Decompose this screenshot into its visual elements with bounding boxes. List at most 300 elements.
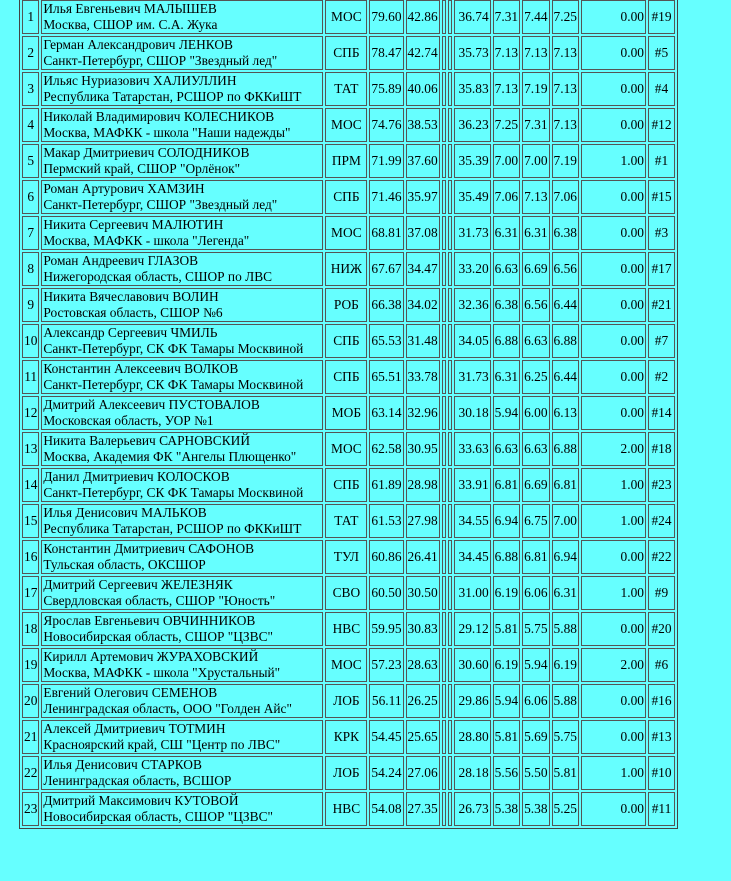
table-row [22, 648, 675, 682]
component-score-cell: 31.00 [454, 576, 491, 610]
table-row [22, 360, 675, 394]
skater-club: Ленинградская область, ВСШОР [43, 773, 232, 788]
skater-club: Санкт-Петербург, СК ФК Тамары Москвиной [43, 341, 304, 356]
start-number-cell: #18 [648, 432, 675, 466]
rank-cell: 10 [22, 324, 39, 358]
deductions-cell: 0.00 [581, 180, 646, 214]
start-number-cell: #13 [648, 720, 675, 754]
gap-cell [442, 324, 446, 358]
element-score-cell: 26.25 [406, 684, 440, 718]
skater-club: Москва, МАФКК - школа "Наши надежды" [43, 125, 291, 140]
rank-cell: 11 [22, 360, 39, 394]
skater-club: Республика Татарстан, РСШОР по ФККиШТ [43, 521, 302, 536]
skater-name: Александр Сергеевич ЧМИЛЬ [43, 325, 218, 340]
component-1-cell: 6.94 [493, 504, 520, 538]
deductions-cell: 0.00 [581, 612, 646, 646]
component-3-cell: 6.88 [552, 324, 579, 358]
skater-cell [41, 216, 323, 250]
component-1-cell: 7.31 [493, 0, 520, 34]
component-2-cell: 6.69 [522, 468, 549, 502]
gap-cell [448, 72, 452, 106]
total-score-cell: 60.86 [369, 540, 403, 574]
skater-name: Данил Дмитриевич КОЛОСКОВ [43, 469, 230, 484]
component-3-cell: 5.81 [552, 756, 579, 790]
component-3-cell: 6.44 [552, 360, 579, 394]
gap-cell [448, 36, 452, 70]
skater-cell [41, 252, 323, 286]
rank-cell: 13 [22, 432, 39, 466]
skater-cell [41, 540, 323, 574]
gap-cell [442, 72, 446, 106]
component-3-cell: 7.25 [552, 0, 579, 34]
skater-cell [41, 144, 323, 178]
component-2-cell: 7.44 [522, 0, 549, 34]
component-1-cell: 7.25 [493, 108, 520, 142]
component-1-cell: 6.38 [493, 288, 520, 322]
gap-cell [442, 540, 446, 574]
element-score-cell: 37.08 [406, 216, 440, 250]
gap-cell [448, 756, 452, 790]
rank-cell: 23 [22, 792, 39, 826]
component-1-cell: 5.56 [493, 756, 520, 790]
component-2-cell: 7.13 [522, 36, 549, 70]
skater-cell [41, 576, 323, 610]
component-1-cell: 6.63 [493, 252, 520, 286]
total-score-cell: 62.58 [369, 432, 403, 466]
gap-cell [448, 540, 452, 574]
gap-cell [448, 324, 452, 358]
gap-cell [448, 432, 452, 466]
component-score-cell: 31.73 [454, 216, 491, 250]
results-table-body [22, 0, 675, 826]
region-cell: НВС [325, 792, 367, 826]
region-cell: ПРМ [325, 144, 367, 178]
rank-cell: 12 [22, 396, 39, 430]
component-score-cell: 28.80 [454, 720, 491, 754]
component-score-cell: 29.12 [454, 612, 491, 646]
total-score-cell: 66.38 [369, 288, 403, 322]
component-1-cell: 5.81 [493, 720, 520, 754]
skater-cell [41, 396, 323, 430]
skater-name: Николай Владимирович КОЛЕСНИКОВ [43, 109, 275, 124]
deductions-cell: 0.00 [581, 792, 646, 826]
table-row [22, 432, 675, 466]
component-3-cell: 5.25 [552, 792, 579, 826]
rank-cell: 4 [22, 108, 39, 142]
region-cell: ТАТ [325, 72, 367, 106]
gap-cell [442, 288, 446, 322]
total-score-cell: 61.89 [369, 468, 403, 502]
deductions-cell: 1.00 [581, 756, 646, 790]
gap-cell [448, 252, 452, 286]
skater-name: Ильяс Нуриазович ХАЛИУЛЛИН [43, 73, 237, 88]
skater-club: Красноярский край, СШ "Центр по ЛВС" [43, 737, 281, 752]
gap-cell [448, 792, 452, 826]
skater-cell [41, 72, 323, 106]
skater-cell [41, 684, 323, 718]
region-cell: ЛОБ [325, 756, 367, 790]
gap-cell [448, 288, 452, 322]
start-number-cell: #4 [648, 72, 675, 106]
total-score-cell: 60.50 [369, 576, 403, 610]
component-3-cell: 5.88 [552, 684, 579, 718]
region-cell: МОС [325, 648, 367, 682]
element-score-cell: 28.98 [406, 468, 440, 502]
component-1-cell: 6.19 [493, 648, 520, 682]
skater-cell [41, 432, 323, 466]
element-score-cell: 31.48 [406, 324, 440, 358]
component-2-cell: 5.69 [522, 720, 549, 754]
skater-cell [41, 612, 323, 646]
deductions-cell: 0.00 [581, 252, 646, 286]
start-number-cell: #16 [648, 684, 675, 718]
component-1-cell: 6.19 [493, 576, 520, 610]
table-row [22, 396, 675, 430]
skater-name: Дмитрий Сергеевич ЖЕЛЕЗНЯК [43, 577, 233, 592]
total-score-cell: 54.08 [369, 792, 403, 826]
element-score-cell: 32.96 [406, 396, 440, 430]
component-score-cell: 33.20 [454, 252, 491, 286]
table-row [22, 144, 675, 178]
component-score-cell: 35.39 [454, 144, 491, 178]
element-score-cell: 30.95 [406, 432, 440, 466]
deductions-cell: 0.00 [581, 324, 646, 358]
skater-cell [41, 324, 323, 358]
skater-cell [41, 108, 323, 142]
skater-cell [41, 648, 323, 682]
deductions-cell: 0.00 [581, 72, 646, 106]
component-score-cell: 32.36 [454, 288, 491, 322]
component-score-cell: 34.55 [454, 504, 491, 538]
start-number-cell: #3 [648, 216, 675, 250]
component-1-cell: 5.94 [493, 684, 520, 718]
region-cell: НВС [325, 612, 367, 646]
start-number-cell: #6 [648, 648, 675, 682]
skater-cell [41, 0, 323, 34]
element-score-cell: 30.50 [406, 576, 440, 610]
results-table [19, 0, 678, 829]
total-score-cell: 54.45 [369, 720, 403, 754]
component-3-cell: 5.75 [552, 720, 579, 754]
table-row [22, 0, 675, 34]
gap-cell [442, 504, 446, 538]
total-score-cell: 59.95 [369, 612, 403, 646]
element-score-cell: 42.74 [406, 36, 440, 70]
deductions-cell: 0.00 [581, 0, 646, 34]
element-score-cell: 27.35 [406, 792, 440, 826]
start-number-cell: #5 [648, 36, 675, 70]
component-score-cell: 35.73 [454, 36, 491, 70]
skater-club: Москва, МАФКК - школа "Легенда" [43, 233, 250, 248]
rank-cell: 1 [22, 0, 39, 34]
gap-cell [442, 684, 446, 718]
skater-cell [41, 180, 323, 214]
gap-cell [442, 576, 446, 610]
skater-name: Макар Дмитриевич СОЛОДНИКОВ [43, 145, 250, 160]
skater-club: Свердловская область, СШОР "Юность" [43, 593, 276, 608]
deductions-cell: 0.00 [581, 36, 646, 70]
table-row [22, 576, 675, 610]
start-number-cell: #11 [648, 792, 675, 826]
component-2-cell: 7.00 [522, 144, 549, 178]
component-3-cell: 6.13 [552, 396, 579, 430]
element-score-cell: 33.78 [406, 360, 440, 394]
component-2-cell: 5.38 [522, 792, 549, 826]
gap-cell [448, 648, 452, 682]
region-cell: ЛОБ [325, 684, 367, 718]
table-row [22, 288, 675, 322]
rank-cell: 7 [22, 216, 39, 250]
component-2-cell: 6.25 [522, 360, 549, 394]
rank-cell: 18 [22, 612, 39, 646]
skater-name: Кирилл Артемович ЖУРАХОВСКИЙ [43, 649, 259, 664]
total-score-cell: 71.46 [369, 180, 403, 214]
component-score-cell: 26.73 [454, 792, 491, 826]
region-cell: НИЖ [325, 252, 367, 286]
region-cell: СПБ [325, 468, 367, 502]
component-3-cell: 6.81 [552, 468, 579, 502]
component-2-cell: 6.31 [522, 216, 549, 250]
deductions-cell: 0.00 [581, 108, 646, 142]
skater-club: Санкт-Петербург, СШОР "Звездный лед" [43, 197, 278, 212]
start-number-cell: #21 [648, 288, 675, 322]
start-number-cell: #20 [648, 612, 675, 646]
gap-cell [448, 0, 452, 34]
component-2-cell: 6.06 [522, 576, 549, 610]
total-score-cell: 65.53 [369, 324, 403, 358]
component-1-cell: 7.06 [493, 180, 520, 214]
component-2-cell: 6.00 [522, 396, 549, 430]
skater-club: Тульская область, ОКСШОР [43, 557, 206, 572]
component-2-cell: 6.63 [522, 432, 549, 466]
skater-club: Новосибирская область, СШОР "ЦЗВС" [43, 809, 273, 824]
deductions-cell: 0.00 [581, 684, 646, 718]
rank-cell: 15 [22, 504, 39, 538]
gap-cell [448, 720, 452, 754]
start-number-cell: #7 [648, 324, 675, 358]
skater-cell [41, 288, 323, 322]
total-score-cell: 54.24 [369, 756, 403, 790]
skater-name: Герман Александрович ЛЕНКОВ [43, 37, 233, 52]
component-3-cell: 6.94 [552, 540, 579, 574]
element-score-cell: 34.47 [406, 252, 440, 286]
deductions-cell: 2.00 [581, 648, 646, 682]
table-row [22, 792, 675, 826]
total-score-cell: 65.51 [369, 360, 403, 394]
element-score-cell: 30.83 [406, 612, 440, 646]
total-score-cell: 68.81 [369, 216, 403, 250]
component-3-cell: 7.13 [552, 108, 579, 142]
rank-cell: 20 [22, 684, 39, 718]
region-cell: СПБ [325, 324, 367, 358]
total-score-cell: 78.47 [369, 36, 403, 70]
total-score-cell: 56.11 [369, 684, 403, 718]
skater-cell [41, 756, 323, 790]
rank-cell: 2 [22, 36, 39, 70]
component-2-cell: 6.06 [522, 684, 549, 718]
rank-cell: 9 [22, 288, 39, 322]
gap-cell [442, 756, 446, 790]
element-score-cell: 34.02 [406, 288, 440, 322]
table-row [22, 36, 675, 70]
gap-cell [448, 144, 452, 178]
gap-cell [442, 468, 446, 502]
deductions-cell: 0.00 [581, 720, 646, 754]
region-cell: МОС [325, 0, 367, 34]
component-3-cell: 7.13 [552, 36, 579, 70]
region-cell: КРК [325, 720, 367, 754]
component-3-cell: 7.13 [552, 72, 579, 106]
table-row [22, 216, 675, 250]
total-score-cell: 79.60 [369, 0, 403, 34]
start-number-cell: #22 [648, 540, 675, 574]
component-3-cell: 6.38 [552, 216, 579, 250]
component-2-cell: 5.75 [522, 612, 549, 646]
component-1-cell: 7.13 [493, 72, 520, 106]
skater-name: Никита Вячеславович ВОЛИН [43, 289, 219, 304]
element-score-cell: 28.63 [406, 648, 440, 682]
component-2-cell: 6.81 [522, 540, 549, 574]
gap-cell [448, 108, 452, 142]
deductions-cell: 0.00 [581, 360, 646, 394]
element-score-cell: 26.41 [406, 540, 440, 574]
deductions-cell: 1.00 [581, 576, 646, 610]
component-score-cell: 36.23 [454, 108, 491, 142]
component-1-cell: 6.88 [493, 324, 520, 358]
skater-name: Роман Артурович ХАМЗИН [43, 181, 205, 196]
component-score-cell: 34.05 [454, 324, 491, 358]
gap-cell [442, 252, 446, 286]
component-score-cell: 31.73 [454, 360, 491, 394]
region-cell: МОБ [325, 396, 367, 430]
component-score-cell: 28.18 [454, 756, 491, 790]
region-cell: СПБ [325, 36, 367, 70]
table-row [22, 180, 675, 214]
skater-club: Санкт-Петербург, СШОР "Звездный лед" [43, 53, 278, 68]
deductions-cell: 1.00 [581, 504, 646, 538]
rank-cell: 16 [22, 540, 39, 574]
component-1-cell: 6.31 [493, 360, 520, 394]
gap-cell [442, 216, 446, 250]
skater-club: Пермский край, СШОР "Орлёнок" [43, 161, 241, 176]
gap-cell [442, 648, 446, 682]
skater-name: Никита Валерьевич САРНОВСКИЙ [43, 433, 250, 448]
gap-cell [448, 180, 452, 214]
gap-cell [448, 360, 452, 394]
region-cell: МОС [325, 108, 367, 142]
component-3-cell: 6.44 [552, 288, 579, 322]
total-score-cell: 61.53 [369, 504, 403, 538]
gap-cell [442, 720, 446, 754]
component-2-cell: 6.69 [522, 252, 549, 286]
component-1-cell: 5.38 [493, 792, 520, 826]
rank-cell: 17 [22, 576, 39, 610]
skater-cell [41, 360, 323, 394]
region-cell: ТУЛ [325, 540, 367, 574]
table-row [22, 72, 675, 106]
region-cell: СВО [325, 576, 367, 610]
gap-cell [442, 612, 446, 646]
region-cell: СПБ [325, 360, 367, 394]
component-2-cell: 5.94 [522, 648, 549, 682]
rank-cell: 6 [22, 180, 39, 214]
component-3-cell: 6.88 [552, 432, 579, 466]
region-cell: МОС [325, 216, 367, 250]
table-row [22, 684, 675, 718]
element-score-cell: 38.53 [406, 108, 440, 142]
skater-cell [41, 36, 323, 70]
component-2-cell: 5.50 [522, 756, 549, 790]
start-number-cell: #23 [648, 468, 675, 502]
element-score-cell: 27.06 [406, 756, 440, 790]
skater-club: Новосибирская область, СШОР "ЦЗВС" [43, 629, 273, 644]
deductions-cell: 2.00 [581, 432, 646, 466]
start-number-cell: #12 [648, 108, 675, 142]
start-number-cell: #9 [648, 576, 675, 610]
total-score-cell: 67.67 [369, 252, 403, 286]
component-score-cell: 30.60 [454, 648, 491, 682]
component-1-cell: 6.31 [493, 216, 520, 250]
start-number-cell: #15 [648, 180, 675, 214]
start-number-cell: #14 [648, 396, 675, 430]
gap-cell [442, 180, 446, 214]
total-score-cell: 74.76 [369, 108, 403, 142]
component-2-cell: 7.19 [522, 72, 549, 106]
deductions-cell: 1.00 [581, 144, 646, 178]
skater-club: Москва, СШОР им. С.А. Жука [43, 17, 218, 32]
skater-club: Москва, Академия ФК "Ангелы Плющенко" [43, 449, 297, 464]
component-1-cell: 7.13 [493, 36, 520, 70]
gap-cell [448, 684, 452, 718]
component-score-cell: 30.18 [454, 396, 491, 430]
component-1-cell: 6.88 [493, 540, 520, 574]
component-score-cell: 29.86 [454, 684, 491, 718]
skater-club: Московская область, УОР №1 [43, 413, 214, 428]
table-row [22, 252, 675, 286]
component-3-cell: 6.31 [552, 576, 579, 610]
start-number-cell: #17 [648, 252, 675, 286]
gap-cell [448, 216, 452, 250]
component-3-cell: 7.06 [552, 180, 579, 214]
gap-cell [448, 504, 452, 538]
rank-cell: 14 [22, 468, 39, 502]
skater-club: Санкт-Петербург, СК ФК Тамары Москвиной [43, 377, 304, 392]
gap-cell [448, 612, 452, 646]
component-3-cell: 6.19 [552, 648, 579, 682]
total-score-cell: 63.14 [369, 396, 403, 430]
table-row [22, 720, 675, 754]
skater-cell [41, 468, 323, 502]
rank-cell: 19 [22, 648, 39, 682]
element-score-cell: 35.97 [406, 180, 440, 214]
gap-cell [442, 396, 446, 430]
component-3-cell: 5.88 [552, 612, 579, 646]
component-1-cell: 6.63 [493, 432, 520, 466]
table-row [22, 108, 675, 142]
component-2-cell: 7.31 [522, 108, 549, 142]
total-score-cell: 75.89 [369, 72, 403, 106]
skater-cell [41, 792, 323, 826]
component-3-cell: 6.56 [552, 252, 579, 286]
element-score-cell: 27.98 [406, 504, 440, 538]
table-row [22, 756, 675, 790]
component-1-cell: 5.94 [493, 396, 520, 430]
deductions-cell: 0.00 [581, 396, 646, 430]
skater-name: Илья Евгеньевич МАЛЫШЕВ [43, 1, 217, 16]
gap-cell [448, 396, 452, 430]
gap-cell [442, 144, 446, 178]
skater-name: Дмитрий Алексеевич ПУСТОВАЛОВ [43, 397, 260, 412]
